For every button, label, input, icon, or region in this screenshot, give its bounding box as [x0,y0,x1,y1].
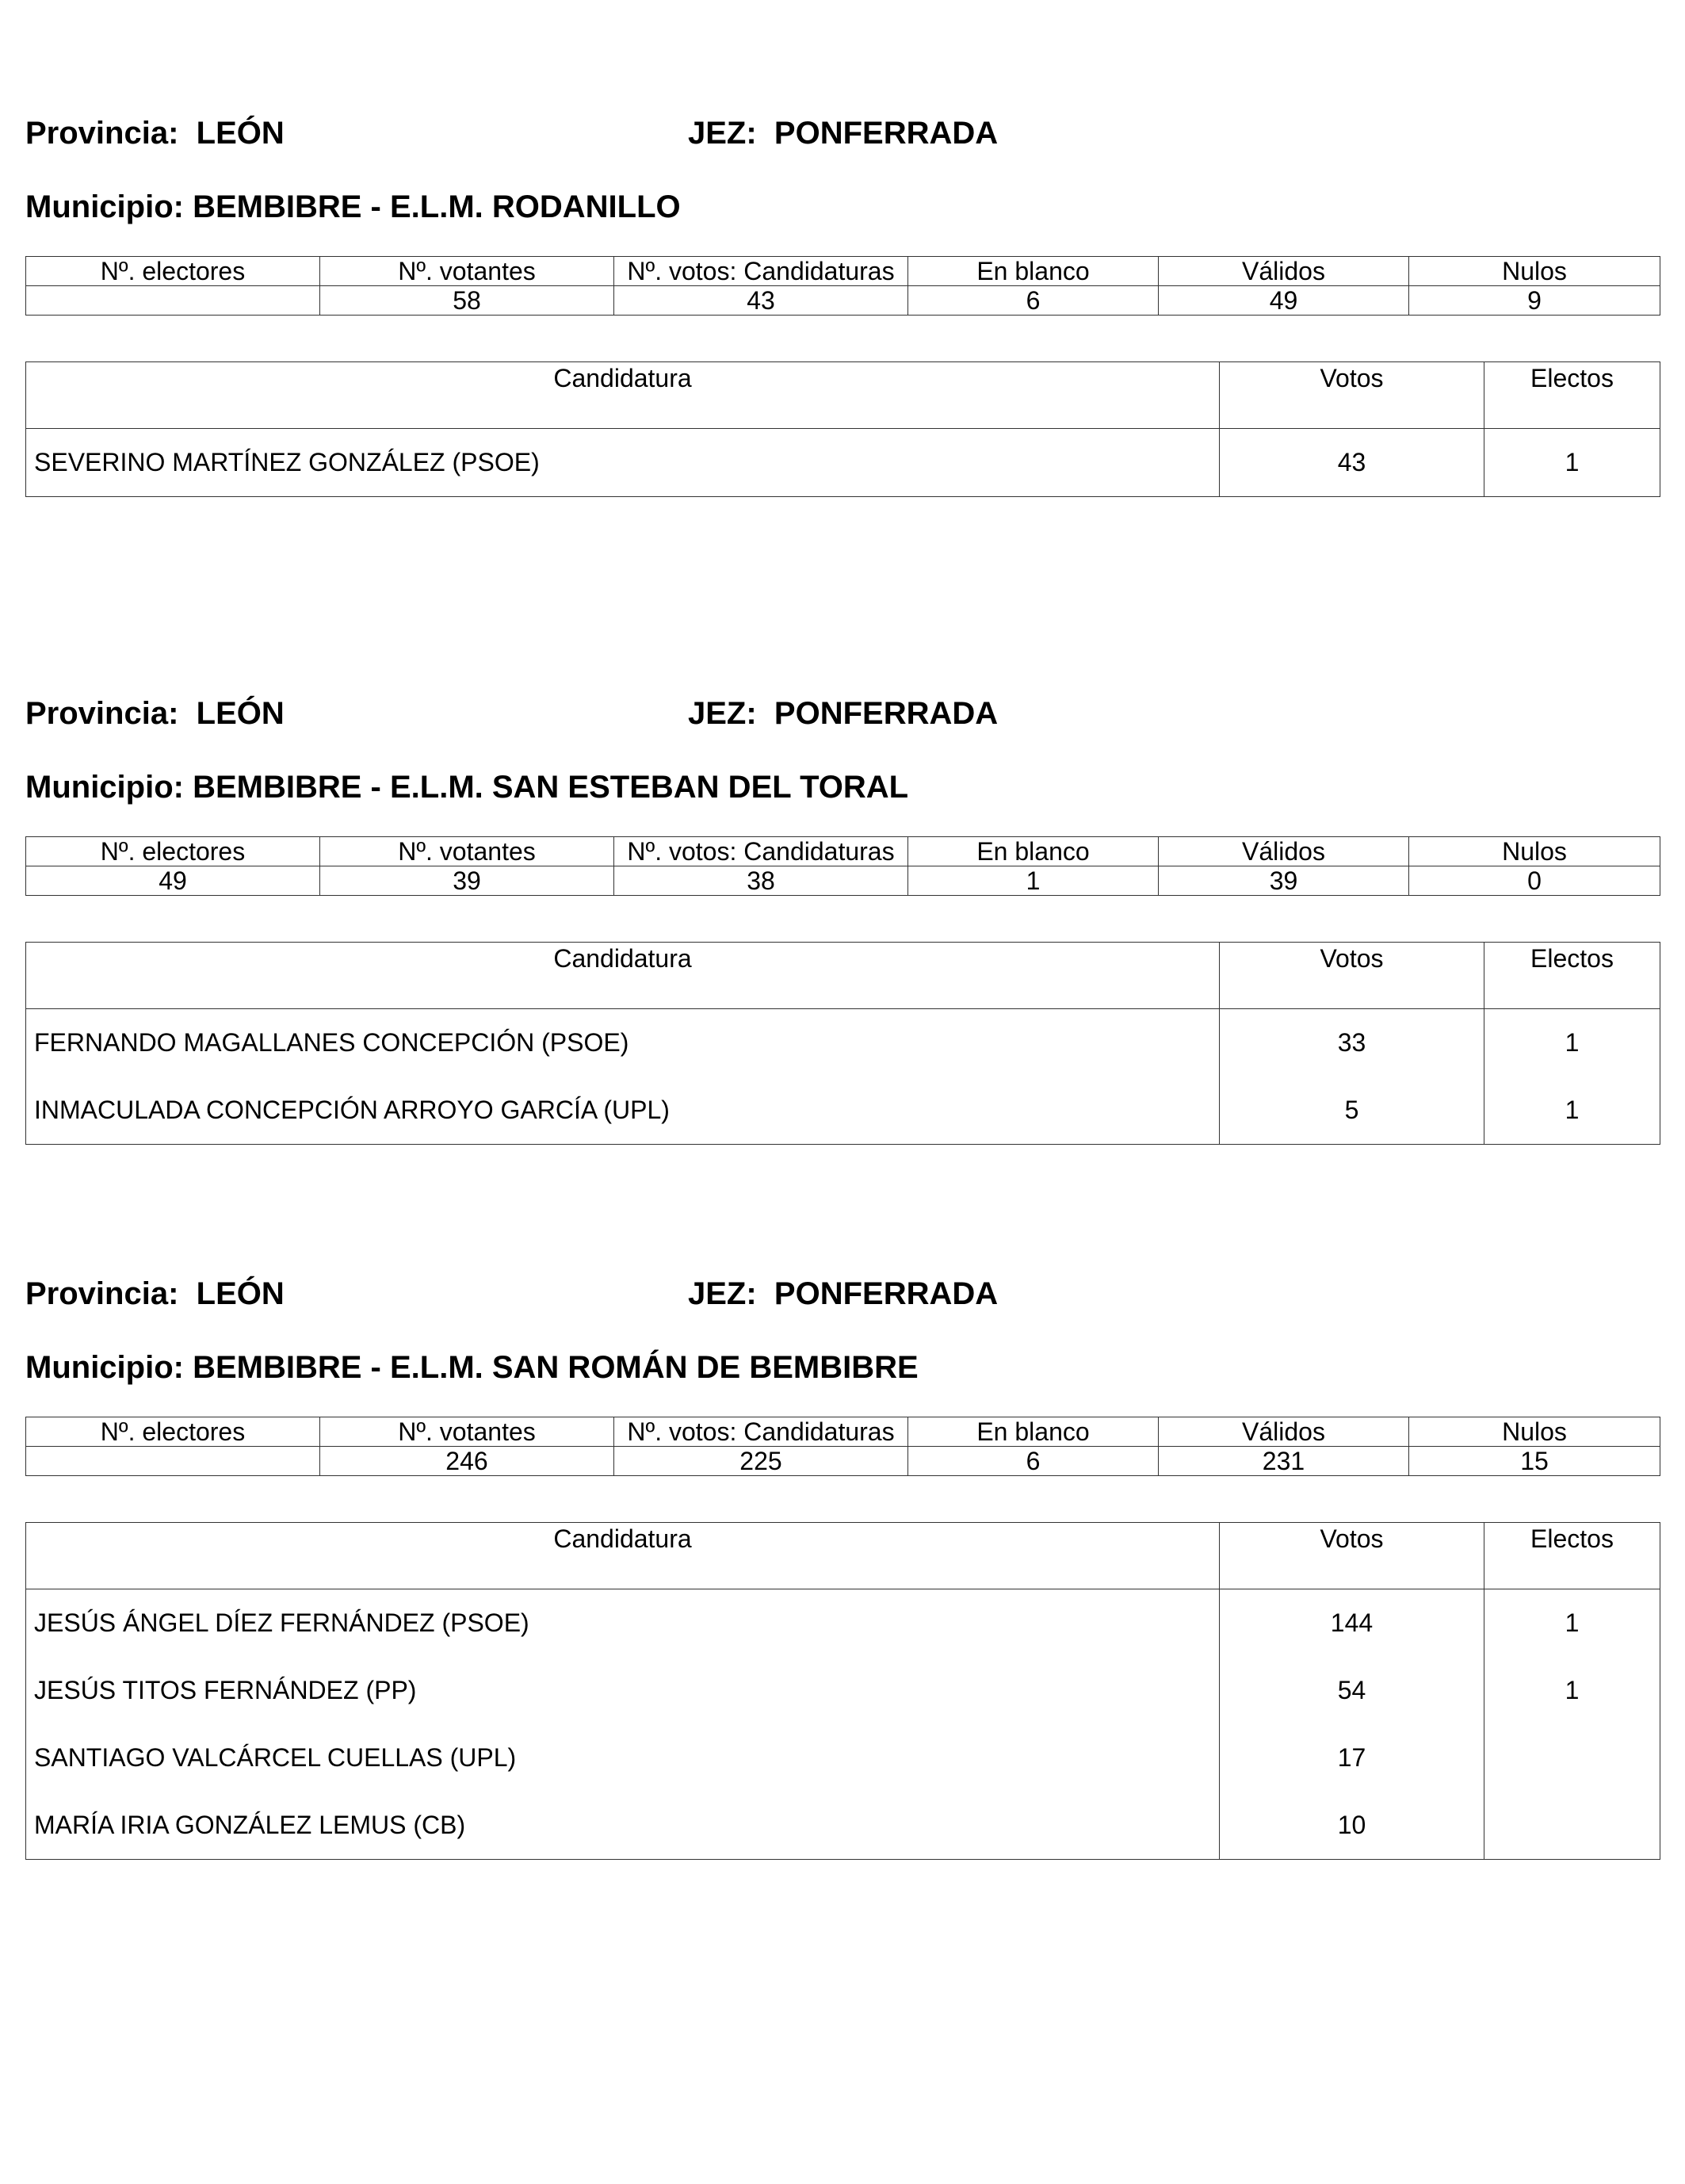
candidates-table [25,942,1660,1145]
stat-header-electores: Nº. electores [26,1417,320,1447]
candidates-header-row [26,362,1660,429]
municipio-value: BEMBIBRE - E.L.M. RODANILLO [193,189,681,224]
candidate-name: SEVERINO MARTÍNEZ GONZÁLEZ (PSOE) [26,429,1220,497]
provincia-value: LEÓN [196,696,285,731]
stat-header-votos-candidaturas: Nº. votos: Candidaturas [614,837,908,866]
candidates-table [25,361,1660,497]
stat-header-en-blanco: En blanco [908,837,1159,866]
stats-table [25,256,1660,316]
candidate-name: JESÚS TITOS FERNÁNDEZ (PP) [26,1657,1220,1724]
candidates-table [25,1522,1660,1860]
stat-header-votantes: Nº. votantes [320,257,614,286]
candidate-electos [1484,1724,1660,1792]
candidate-electos: 1 [1484,1657,1660,1724]
jez-value: PONFERRADA [774,1276,999,1311]
stat-header-nulos: Nulos [1409,257,1660,286]
candidates-header-row [26,1523,1660,1589]
stat-header-en-blanco: En blanco [908,1417,1159,1447]
stats-header-row [26,1417,1660,1447]
cand-header-electos: Electos [1484,943,1660,1009]
stat-value-votantes: 246 [320,1447,614,1476]
cand-header-electos: Electos [1484,362,1660,429]
candidate-name: FERNANDO MAGALLANES CONCEPCIÓN (PSOE) [26,1009,1220,1077]
provincia-label: Provincia: LEÓN [25,1276,285,1311]
municipio-title: Municipio: BEMBIBRE - E.L.M. SAN ROMÁN DE BEMBIBRE [25,1350,919,1385]
candidate-votes: 43 [1220,429,1484,497]
candidate-votes: 10 [1220,1792,1484,1860]
jez-label: JEZ: PONFERRADA [688,116,999,151]
stat-header-nulos: Nulos [1409,837,1660,866]
stat-value-nulos: 0 [1409,866,1660,896]
stat-value-electores [26,286,320,316]
stats-value-row [26,866,1660,896]
candidate-electos [1484,1792,1660,1860]
stat-value-votos-candidaturas: 38 [614,866,908,896]
stats-value-row [26,1447,1660,1476]
candidate-electos: 1 [1484,1589,1660,1658]
stat-value-votos-candidaturas: 43 [614,286,908,316]
stat-header-votantes: Nº. votantes [320,837,614,866]
stat-value-validos: 231 [1159,1447,1409,1476]
stats-table [25,836,1660,896]
candidate-electos: 1 [1484,1009,1660,1077]
stat-header-validos: Válidos [1159,837,1409,866]
stat-value-votantes: 39 [320,866,614,896]
stat-header-electores: Nº. electores [26,257,320,286]
candidate-name: MARÍA IRIA GONZÁLEZ LEMUS (CB) [26,1792,1220,1860]
stat-value-validos: 39 [1159,866,1409,896]
candidate-votes: 33 [1220,1009,1484,1077]
candidate-votes: 17 [1220,1724,1484,1792]
candidate-electos: 1 [1484,429,1660,497]
stats-table [25,1417,1660,1476]
jez-label: JEZ: PONFERRADA [688,1276,999,1311]
candidate-electos: 1 [1484,1077,1660,1145]
candidate-votes: 54 [1220,1657,1484,1724]
candidate-name: JESÚS ÁNGEL DÍEZ FERNÁNDEZ (PSOE) [26,1589,1220,1658]
candidate-row [26,429,1660,497]
cand-header-electos: Electos [1484,1523,1660,1589]
stat-header-votos-candidaturas: Nº. votos: Candidaturas [614,257,908,286]
provincia-value: LEÓN [196,1276,285,1311]
stat-value-votos-candidaturas: 225 [614,1447,908,1476]
stat-value-electores [26,1447,320,1476]
candidate-votes: 144 [1220,1589,1484,1658]
stat-header-votos-candidaturas: Nº. votos: Candidaturas [614,1417,908,1447]
stat-header-votantes: Nº. votantes [320,1417,614,1447]
municipio-title: Municipio: BEMBIBRE - E.L.M. RODANILLO [25,189,681,224]
candidate-row [26,1009,1660,1077]
stats-header-row [26,257,1660,286]
municipio-title: Municipio: BEMBIBRE - E.L.M. SAN ESTEBAN DEL TORAL [25,770,909,805]
candidate-row [26,1657,1660,1724]
cand-header-votos: Votos [1220,943,1484,1009]
stat-value-validos: 49 [1159,286,1409,316]
stat-header-validos: Válidos [1159,257,1409,286]
candidate-votes: 5 [1220,1077,1484,1145]
stat-header-electores: Nº. electores [26,837,320,866]
stat-value-electores: 49 [26,866,320,896]
stats-value-row [26,286,1660,316]
jez-value: PONFERRADA [774,116,999,151]
jez-label: JEZ: PONFERRADA [688,696,999,731]
stat-value-en-blanco: 1 [908,866,1159,896]
candidate-name: INMACULADA CONCEPCIÓN ARROYO GARCÍA (UPL) [26,1077,1220,1145]
stat-value-en-blanco: 6 [908,1447,1159,1476]
stat-value-en-blanco: 6 [908,286,1159,316]
stats-header-row [26,837,1660,866]
stat-header-validos: Válidos [1159,1417,1409,1447]
cand-header-votos: Votos [1220,1523,1484,1589]
candidate-name: SANTIAGO VALCÁRCEL CUELLAS (UPL) [26,1724,1220,1792]
provincia-value: LEÓN [196,116,285,151]
candidate-row [26,1724,1660,1792]
candidates-header-row [26,943,1660,1009]
cand-header-candidatura: Candidatura [26,943,1220,1009]
municipio-value: BEMBIBRE - E.L.M. SAN ROMÁN DE BEMBIBRE [193,1350,919,1385]
cand-header-candidatura: Candidatura [26,362,1220,429]
provincia-label: Provincia: LEÓN [25,696,285,731]
stat-value-nulos: 9 [1409,286,1660,316]
cand-header-candidatura: Candidatura [26,1523,1220,1589]
municipio-value: BEMBIBRE - E.L.M. SAN ESTEBAN DEL TORAL [193,770,909,805]
provincia-label: Provincia: LEÓN [25,116,285,151]
stat-value-nulos: 15 [1409,1447,1660,1476]
stat-header-nulos: Nulos [1409,1417,1660,1447]
candidate-row [26,1589,1660,1658]
stat-value-votantes: 58 [320,286,614,316]
jez-value: PONFERRADA [774,696,999,731]
candidate-row [26,1792,1660,1860]
candidate-row [26,1077,1660,1145]
cand-header-votos: Votos [1220,362,1484,429]
stat-header-en-blanco: En blanco [908,257,1159,286]
